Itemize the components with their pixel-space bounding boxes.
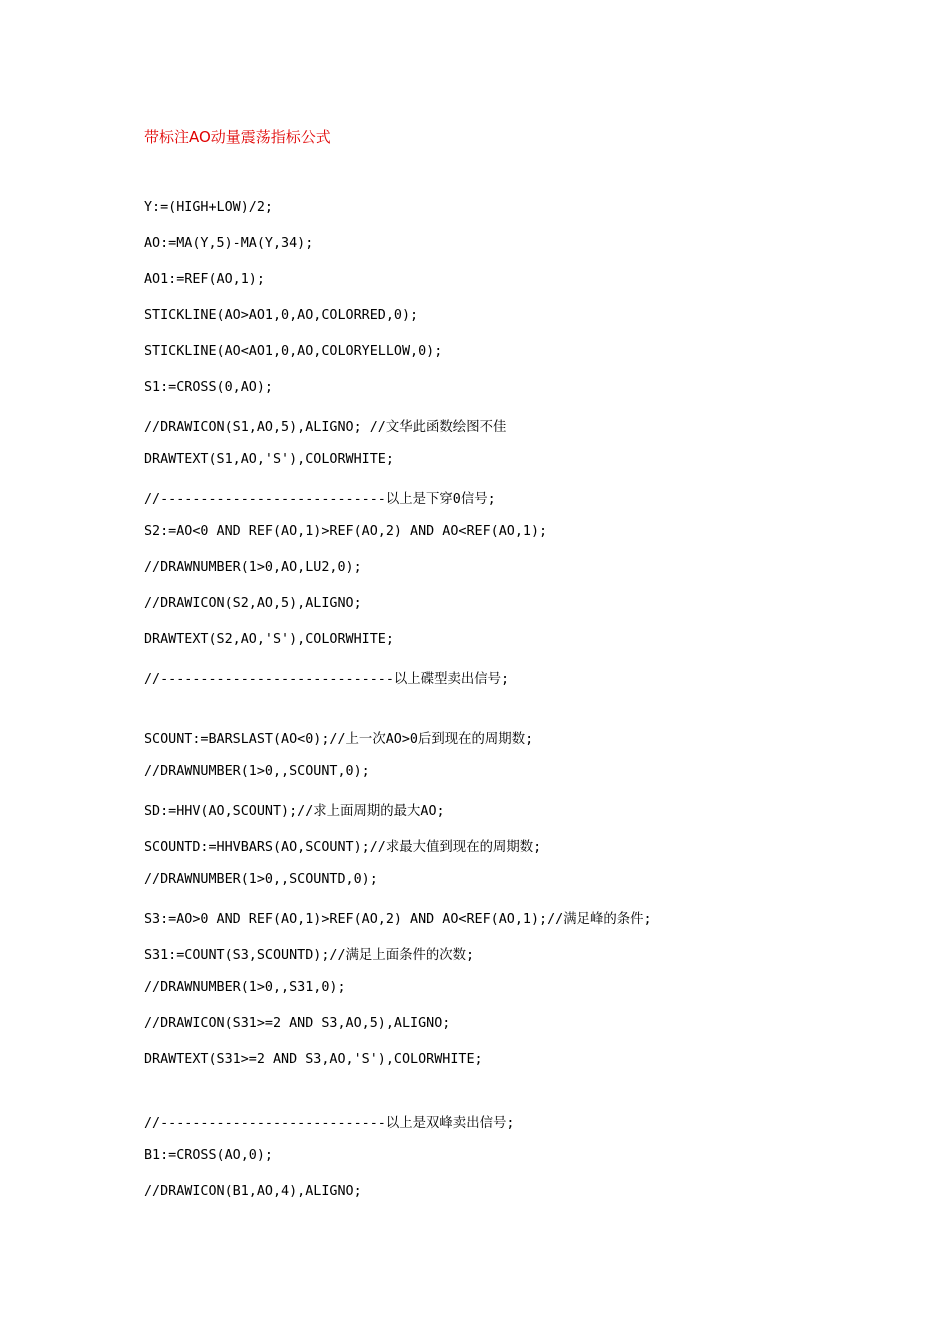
code-line: //DRAWICON(S31>=2 AND S3,AO,5),ALIGNO; (144, 1016, 451, 1031)
code-line: //-----------------------------以上碟型卖出信号; (144, 672, 510, 687)
code-line: //----------------------------以上是下穿0信号; (144, 492, 496, 507)
code-line: DRAWTEXT(S31>=2 AND S3,AO,'S'),COLORWHITE; (144, 1052, 483, 1067)
code-line: Y:=(HIGH+LOW)/2; (144, 200, 273, 215)
code-line: DRAWTEXT(S1,AO,'S'),COLORWHITE; (144, 452, 394, 467)
document-title: 带标注AO动量震荡指标公式 (144, 128, 331, 146)
code-line: S31:=COUNT(S3,SCOUNTD);//满足上面条件的次数; (144, 948, 475, 963)
code-line: B1:=CROSS(AO,0); (144, 1148, 273, 1163)
code-line: //DRAWICON(B1,AO,4),ALIGNO; (144, 1184, 362, 1199)
code-line: S1:=CROSS(0,AO); (144, 380, 273, 395)
code-line: S3:=AO>0 AND REF(AO,1)>REF(AO,2) AND AO<REF(AO,1);//满足峰的条件; (144, 912, 652, 927)
code-line: AO:=MA(Y,5)-MA(Y,34); (144, 236, 314, 251)
code-line: SCOUNT:=BARSLAST(AO<0);//上一次AO>0后到现在的周期数; (144, 732, 534, 747)
code-line: SD:=HHV(AO,SCOUNT);//求上面周期的最大AO; (144, 804, 445, 819)
code-line: DRAWTEXT(S2,AO,'S'),COLORWHITE; (144, 632, 394, 647)
code-line: //DRAWNUMBER(1>0,,S31,0); (144, 980, 346, 995)
code-line: //----------------------------以上是双峰卖出信号; (144, 1116, 515, 1131)
code-line: //DRAWNUMBER(1>0,,SCOUNT,0); (144, 764, 370, 779)
code-line: //DRAWICON(S2,AO,5),ALIGNO; (144, 596, 362, 611)
code-line: STICKLINE(AO>AO1,0,AO,COLORRED,0); (144, 308, 419, 323)
code-line: //DRAWICON(S1,AO,5),ALIGNO; //文华此函数绘图不佳 (144, 420, 507, 435)
code-line: //DRAWNUMBER(1>0,,SCOUNTD,0); (144, 872, 378, 887)
code-line: //DRAWNUMBER(1>0,AO,LU2,0); (144, 560, 362, 575)
code-line: S2:=AO<0 AND REF(AO,1)>REF(AO,2) AND AO<REF(AO,1); (144, 524, 548, 539)
code-line: AO1:=REF(AO,1); (144, 272, 265, 287)
code-line: STICKLINE(AO<AO1,0,AO,COLORYELLOW,0); (144, 344, 443, 359)
code-line: SCOUNTD:=HHVBARS(AO,SCOUNT);//求最大值到现在的周期数; (144, 840, 542, 855)
